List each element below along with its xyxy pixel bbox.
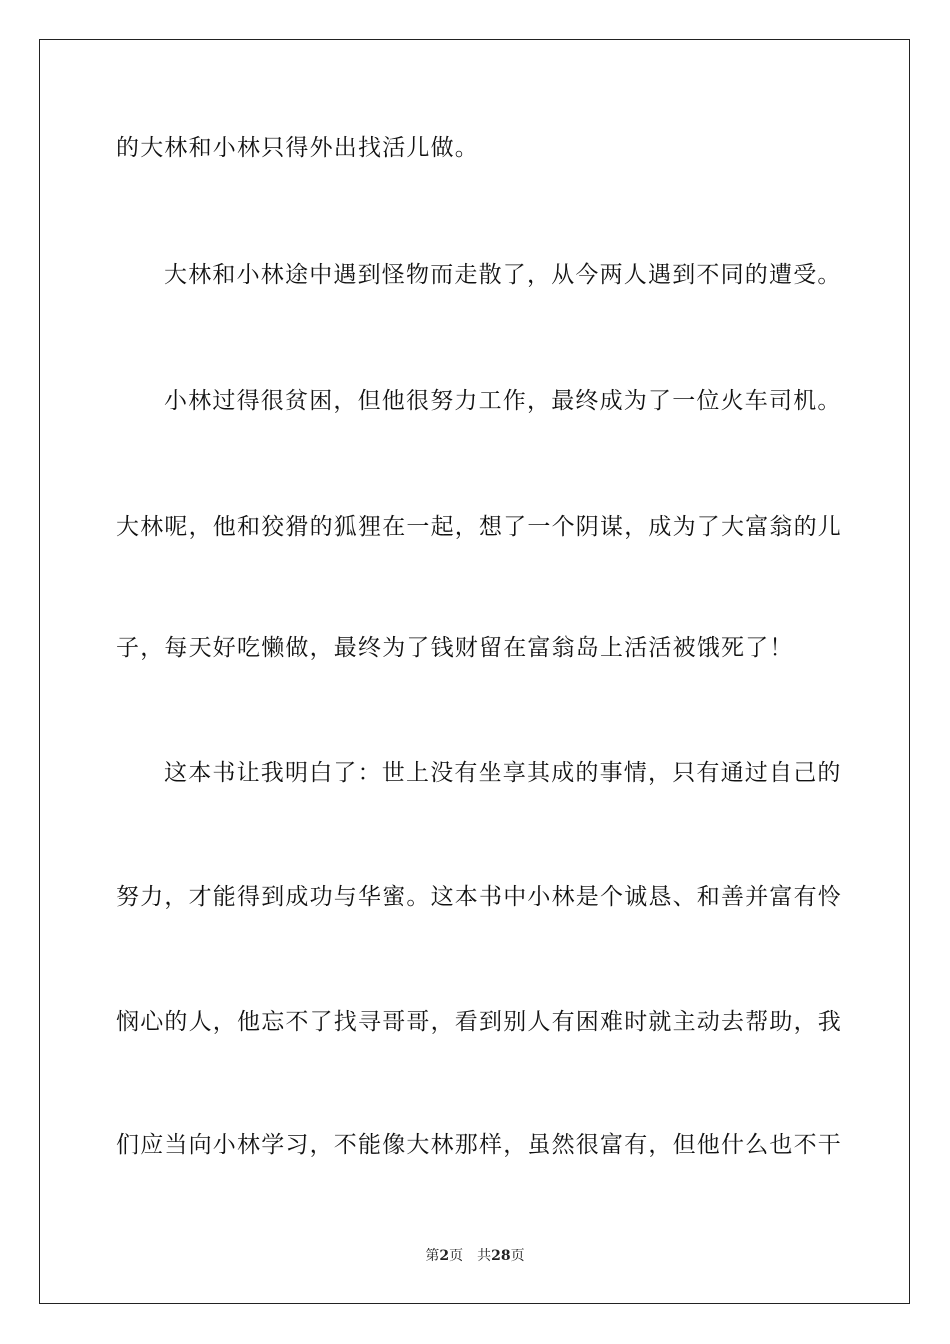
text-line-6: 这本书让我明白了：世上没有坐享其成的事情，只有通过自己的 — [164, 760, 842, 786]
page-number: 2 — [439, 1248, 450, 1264]
text-line-5: 子，每天好吃懒做，最终为了钱财留在富翁岛上活活被饿死了！ — [116, 635, 794, 661]
text-line-2: 大林和小林途中遇到怪物而走散了，从今两人遇到不同的遭受。 — [164, 262, 842, 288]
total-pages: 28 — [491, 1248, 511, 1264]
text-line-8: 悯心的人，他忘不了找寻哥哥，看到别人有困难时就主动去帮助，我 — [116, 1009, 842, 1035]
total-suffix: 页 — [510, 1248, 525, 1264]
text-line-3: 小林过得很贫困，但他很努力工作，最终成为了一位火车司机。 — [164, 388, 842, 414]
total-prefix: 共 — [477, 1248, 492, 1264]
text-line-7: 努力，才能得到成功与华蜜。这本书中小林是个诚恳、和善并富有怜 — [116, 884, 842, 910]
page-footer — [0, 1247, 950, 1265]
page-prefix: 第 — [425, 1248, 440, 1264]
page-suffix: 页 — [449, 1248, 464, 1264]
text-line-4: 大林呢，他和狡猾的狐狸在一起，想了一个阴谋，成为了大富翁的儿 — [116, 514, 842, 540]
page-border — [39, 39, 910, 1304]
text-line-1: 的大林和小林只得外出找活儿做。 — [116, 135, 479, 161]
text-line-9: 们应当向小林学习，不能像大林那样，虽然很富有，但他什么也不干 — [116, 1132, 842, 1158]
